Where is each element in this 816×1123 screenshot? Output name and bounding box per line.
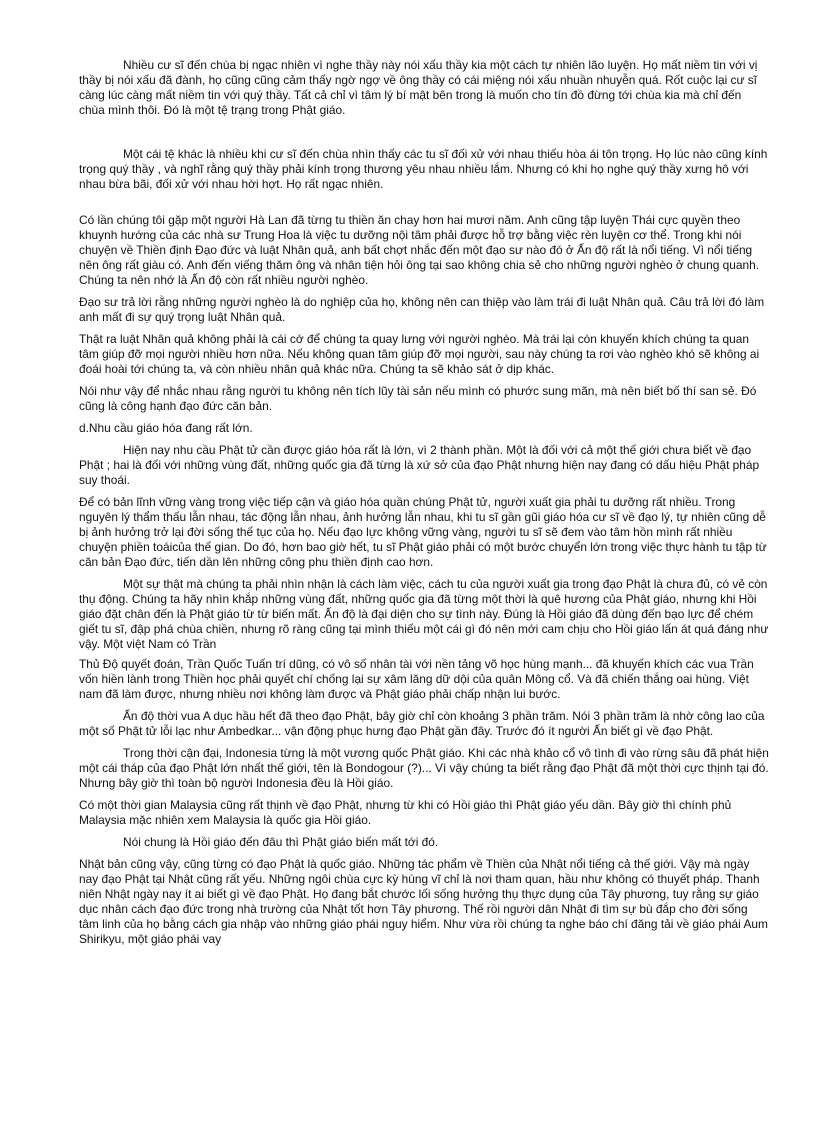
paragraph-7: Hiện nay nhu cầu Phật tử cần được giáo hóa rất là lớn, vì 2 thành phần. Một là đối với cả một thế giới chưa biết về đạo Phật ; hai là đối với những vùng đất, những quốc gia đã từng là xứ sở của đạo Phật nhưng hiện nay đang có dấu hiệu Phật pháp suy thoái. [79, 443, 760, 487]
paragraph-2: Một cái tệ khác là nhiều khi cư sĩ đến chùa nhìn thấy các tu sĩ đối xử với nhau thiếu hòa ái tôn trọng. Họ lúc nào cũng kính trọng quý thầy , và nghĩ rằng quý thầy phải kính trọng thương yêu nhau nhiều lắm. Nhưng có khi họ nghe quý thầy xưng hô với nhau bừa bãi, đối xử với nhau hời hợt. Họ rất ngạc nhiên. [79, 147, 768, 191]
paragraph-4: Đạo sư trả lời rằng những người nghèo là do nghiệp của họ, không nên can thiệp vào làm trái đi luật Nhân quả. Câu trả lời đó làm anh mất đi sự quý trọng luật Nhân quả. [79, 295, 765, 324]
paragraph-11: Ấn độ thời vua A dục hầu hết đã theo đạo Phật, bây giờ chỉ còn khoảng 3 phần trăm. Nói 3 phần trăm là nhờ công lao của một số Phật tử lỗi lạc như Ambedkar... vận động phục hưng đạo Phật gần đây. Trước đó ít người Ấn biết gì về đạo Phật. [79, 709, 765, 738]
paragraph-14: Nói chung là Hồi giáo đến đâu thì Phật giáo biến mất tới đó. [123, 835, 439, 849]
paragraph-6: Nói như vậy để nhắc nhau rằng người tu không nên tích lũy tài sản nếu mình có phước sung mãn, mà nên biết bố thí san sẻ. Đó cũng là công hạnh đạo đức căn bản. [79, 384, 757, 413]
section-heading: d.Nhu cầu giáo hóa đang rất lớn. [79, 421, 253, 435]
paragraph-spacer [79, 199, 769, 213]
paragraph-1: Nhiều cư sĩ đến chùa bị ngạc nhiên vì nghe thầy này nói xấu thầy kia một cách tự nhiên lão luyện. Họ mất niềm tin với vị thầy bị nói xấu đã đành, họ cũng cũng cảm thấy ngờ ngợ về ông thầy có cái miệng nói xấu nhuần nhuyễn quá. Rốt cuộc lại cư sĩ càng lúc càng mất niềm tin với quý thầy. Tất cả chỉ vì tâm lý bí mật bên trong là muốn cho tín đồ đừng tới chùa kia mà chỉ đến chùa mình thôi. Đó là một tệ trạng trong Phật giáo. [79, 58, 758, 117]
paragraph-12: Trong thời cận đại, Indonesia từng là một vương quốc Phật giáo. Khi các nhà khảo cổ vô tình đi vào rừng sâu đã phát hiện một cái tháp của đạo Phật lớn nhất thế giới, tên là Bondogour (?)... Vì vậy chúng ta biết rằng đạo Phật đã một thời cực thịnh tại đó. Nhưng bây giờ thì toàn bộ người Indonesia đều là Hồi giáo. [79, 746, 769, 790]
paragraph-8: Để có bản lĩnh vững vàng trong việc tiếp cận và giáo hóa quần chúng Phật tử, người xuất gia phải tu dưỡng rất nhiều. Trong nguyên lý thẩm thấu lẫn nhau, tác động lẫn nhau, ảnh hưởng lẫn nhau, khi tu sĩ gần gũi giáo hóa cư sĩ về đạo lý, tự nhiên cũng dễ bị ảnh hưởng trở lại đời sống thế tục của họ. Nếu đạo lực không vững vàng, người tu sĩ sẽ đem vào tâm hồn mình rất nhiều chuyện phiền toáicủa thế gian. Do đó, hơn bao giờ hết, tu sĩ Phật giáo phải có một bước chuyển lớn trong việc thực hành tu tập từ căn bản Đạo đức, tiến dần lên những công phu thiền định cao hơn. [79, 495, 767, 569]
paragraph-spacer [79, 125, 769, 147]
paragraph-15: Nhật bản cũng vậy, cũng từng có đạo Phật là quốc giáo. Những tác phẩm về Thiền của Nhật nổi tiếng cả thế giới. Vậy mà ngày nay đạo Phật tại Nhật cũng rất yếu. Những ngôi chùa cực kỳ hùng vĩ chỉ là nơi tham quan, hầu như không có thuyết pháp. Thanh niên Nhật ngày nay ít ai biết gì về đạo Phật. Họ đang bắt chước lối sống hưởng thụ thực dụng của Tây phương, tuy rằng sự giáo dục nhân cách đạo đức trong nhà trường của Nhật tốt hơn Tây phương. Thế rồi người dân Nhật đi tìm sự bù đắp cho đời sống tâm linh của họ bằng cách gia nhập vào những giáo phái nguy hiểm. Như vừa rồi chúng ta nghe báo chí đăng tải về giáo phái Aum Shirikyu, một giáo phái vay [79, 857, 768, 946]
paragraph-13: Có một thời gian Malaysia cũng rất thịnh về đạo Phật, nhưng từ khi có Hồi giáo thì Phật giáo yếu dần. Bây giờ thì chính phủ Malaysia mặc nhiên xem Malaysia là quốc gia Hồi giáo. [79, 798, 732, 827]
paragraph-9: Một sự thật mà chúng ta phải nhìn nhận là cách làm việc, cách tu của người xuất gia trong đạo Phật là chưa đủ, có vẻ còn thụ động. Chúng ta hãy nhìn khắp những vùng đất, những quốc gia đã từng một thời là quê hương của Phật giáo, nhưng khi Hồi giáo đặt chân đến là Phật giáo từ từ biến mất. Ấn độ là đại diện cho sự tình này. Đúng là Hồi giáo đã dùng đến bạo lực để chém giết tu sĩ, đập phá chùa chiền, nhưng rõ ràng cũng tại mình thiếu một cái gì đó nên mới cam chịu cho Hồi giáo lấn át quá đáng như vậy. Một việt Nam có Trần [79, 577, 769, 651]
document-body [79, 58, 769, 954]
paragraph-3: Có lần chúng tôi gặp một người Hà Lan đã từng tu thiền ăn chay hơn hai mươi năm. Anh cũng tập luyện Thái cực quyền theo khuynh hướng của các nhà sư Trung Hoa là việc tu dưỡng nội tâm phải được hỗ trợ bằng việc rèn luyện cơ thể. Trong khi nói chuyện về Thiền định Đạo đức và luật Nhân quả, anh bất chợt nhắc đến một đạo sư nào đó ở Ấn độ rất là nổi tiếng. Vì nổi tiếng nên ông rất giàu có. Anh đến viếng thăm ông và nhân tiện hỏi ông tại sao không chia sẻ cho những người nghèo ở chung quanh. Chúng ta nên nhớ là Ấn độ còn rất nhiều người nghèo. [79, 213, 760, 287]
paragraph-10: Thủ Độ quyết đoán, Trần Quốc Tuấn trí dũng, có vô số nhân tài với nền tảng võ học hùng mạnh... đã khuyến khích các vua Trần vốn hiền lành trong Thiền học phải quyết chí chống lại sự xâm lăng dữ dội của quân Mông cổ. Và đã chiến thắng oai hùng. Việt nam đã làm được, nhưng nhiều nơi không làm được và Phật giáo phải chấp nhận lui bước. [79, 657, 754, 701]
paragraph-5: Thật ra luật Nhân quả không phải là cái cớ để chúng ta quay lưng với người nghèo. Mà trái lại còn khuyến khích chúng ta quan tâm giúp đỡ mọi người nhiều hơn nữa. Nếu không quan tâm giúp đỡ mọi người, sau này chúng ta rơi vào nghèo khó sẽ không ai đoái hoài tới chúng ta, và còn nhiều nhân quả khác nữa. Chúng ta sẽ khảo sát ở dịp khác. [79, 332, 760, 376]
